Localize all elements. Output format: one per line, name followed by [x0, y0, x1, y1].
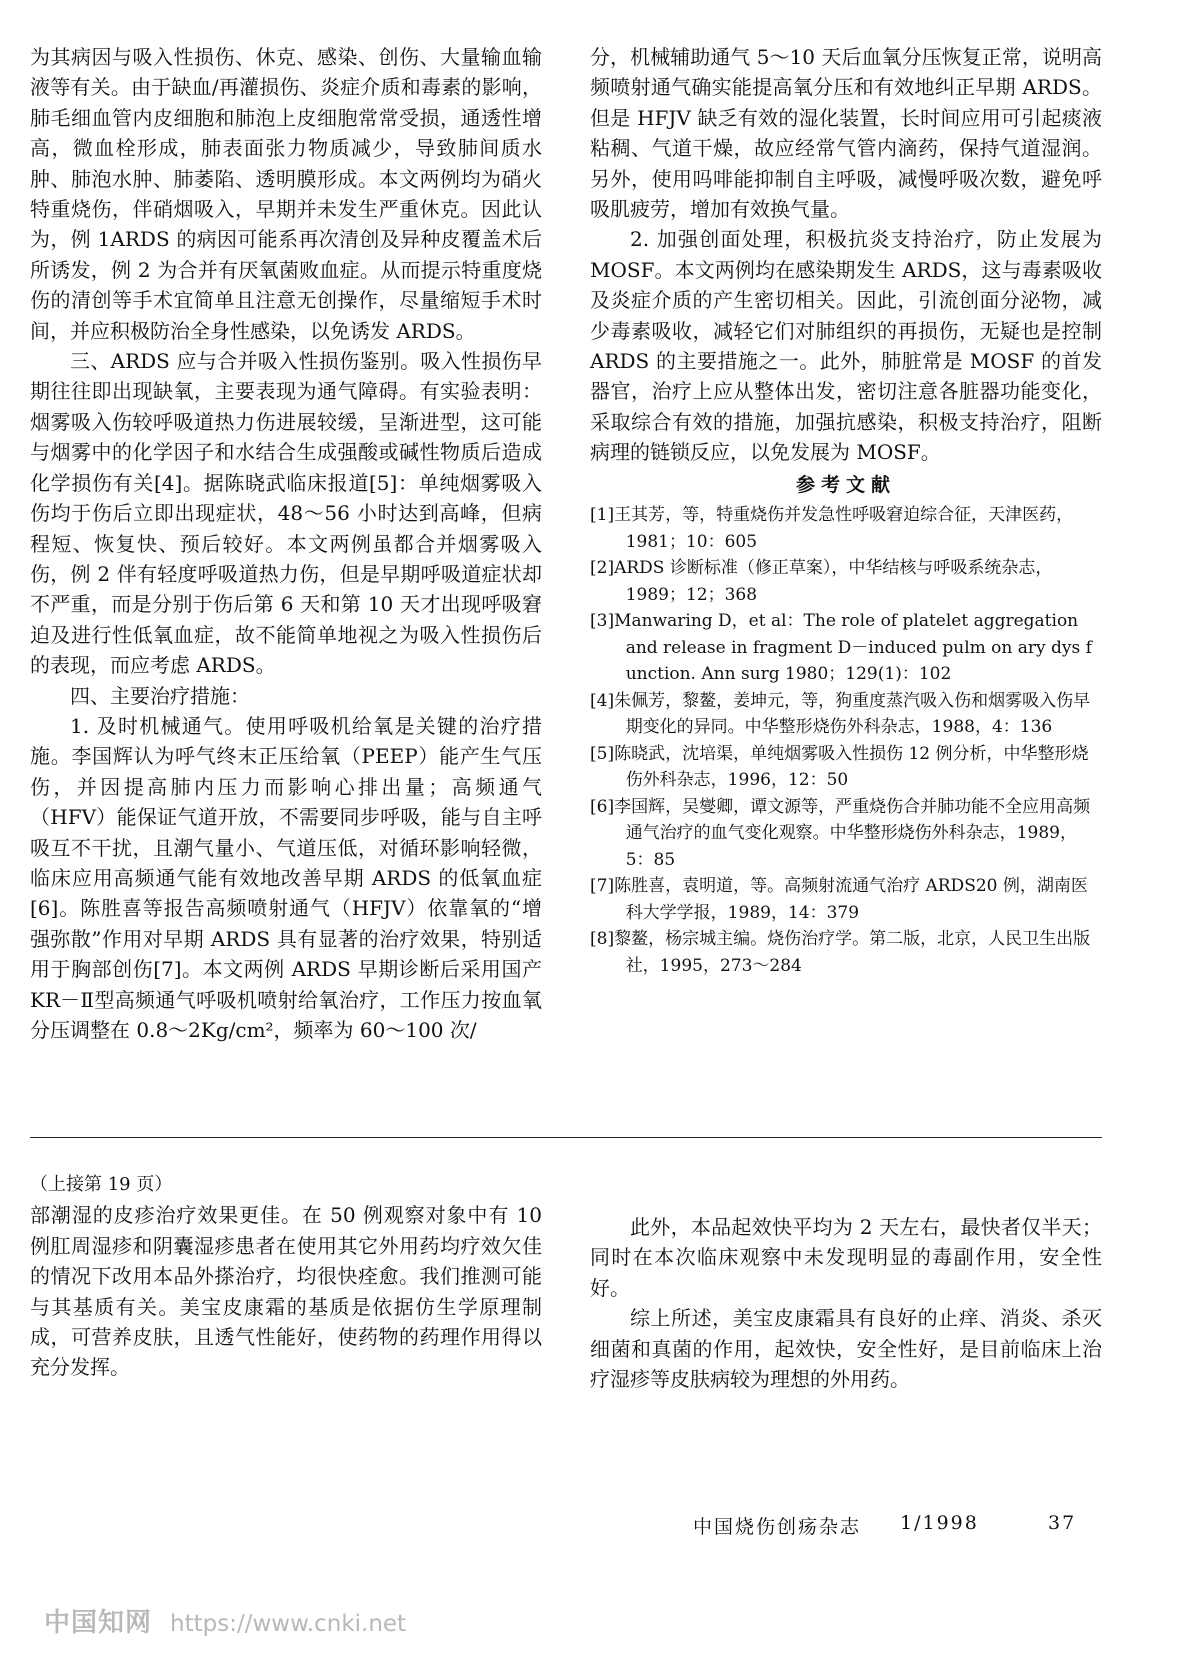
page-number: 37 [1048, 1512, 1077, 1534]
paragraph: 为其病因与吸入性损伤、休克、感染、创伤、大量输血输液等有关。由于缺血/再灌损伤、炎症介质和毒素的影响，肺毛细血管内皮细胞和肺泡上皮细胞常常受损，通透性增高，微血栓形成，肺表面张力物质减少，导致肺间质水肿、肺泡水肿、肺萎陷、透明膜形成。本文两例均为硝火特重烧伤，伴硝烟吸入，早期并未发生严重休克。因此认为，例 1ARDS 的病因可能系再次清创及异种皮覆盖术后所诱发，例 2 为合并有厌氧菌败血症。从而提示特重度烧伤的清创等手术宜简单且注意无创操作，尽量缩短手术时间，并应积极防治全身性感染，以免诱发 ARDS。 [30, 45, 542, 343]
references-title: 参考文献 [795, 473, 896, 496]
references-list [590, 502, 1102, 979]
reference-item: [6]李国辉，吴燮卿，谭文源等，严重烧伤合并肺功能不全应用高频通气治疗的血气变化观察。中华整形烧伤外科杂志，1989，5：85 [590, 796, 1091, 870]
column-bottom-left [30, 1170, 542, 1383]
column-bottom-right [590, 1212, 1102, 1394]
section-divider [30, 1137, 1102, 1138]
reference-item: [1]王其芳，等，特重烧伤并发急性呼吸窘迫综合征，天津医药，1981；10：605 [590, 505, 1074, 552]
paragraph: 1. 及时机械通气。使用呼吸机给氧是关键的治疗措施。李国辉认为呼气终末正压给氧（PEEP）能产生气压伤，并因提高肺内压力而影响心排出量；高频通气（HFV）能保证气道开放，不需要同步呼吸，能与自主呼吸互不干扰，且潮气量小、气道压低，对循环影响轻微，临床应用高频通气能有效地改善早期 ARDS 的低氧血症[6]。陈胜喜等报告高频喷射通气（HFJV）依靠氧的“增强弥散”作用对早期 ARDS 具有显著的治疗效果，特别适用于胸部创伤[7]。本文两例 ARDS 早期诊断后采用国产 KR－Ⅱ型高频通气呼吸机喷射给氧治疗，工作压力按血氧分压调整在 0.8～2Kg/cm²，频率为 60～100 次/ [30, 713, 542, 1042]
paragraph: 三、ARDS 应与合并吸入性损伤鉴别。吸入性损伤早期往往即出现缺氧，主要表现为通气障碍。有实验表明：烟雾吸入伤较呼吸道热力伤进展较缓，呈渐进型，这可能与烟雾中的化学因子和水结合生成强酸或碱性物质后造成化学损伤有关[4]。据陈晓武临床报道[5]：单纯烟雾吸入伤均于伤后立即出现症状，48～56 小时达到高峰，但病程短、恢复快、预后较好。本文两例虽都合并烟雾吸入伤，例 2 伴有轻度呼吸道热力伤，但是早期呼吸道症状却不严重，而是分别于伤后第 6 天和第 10 天才出现呼吸窘迫及进行性低氧血症，故不能简单地视之为吸入性损伤后的表现，而应考虑 ARDS。 [30, 349, 542, 678]
footer-journal-name: 中国烧伤创疡杂志 [693, 1516, 862, 1538]
reference-item: [3]Manwaring D，et al：The role of platelet aggregation and release in fragment D－induced pulm on ary dys f unction. Ann surg 1980；129(1)：102 [590, 611, 1092, 685]
reference-item: [8]黎鳌，杨宗城主编。烧伤治疗学。第二版，北京，人民卫生出版社，1995，273～284 [590, 929, 1091, 976]
paragraph: 部潮湿的皮疹治疗效果更佳。在 50 例观察对象中有 10 例肛周湿疹和阴囊湿疹患者在使用其它外用药均疗效欠佳的情况下改用本品外搽治疗，均很快痊愈。我们推测可能与其基质有关。美宝皮康霜的基质是依据仿生学原理制成，可营养皮肤，且透气性能好，使药物的药理作用得以充分发挥。 [30, 1203, 542, 1380]
watermark [44, 1602, 406, 1639]
continued-note: （上接第 19 页） [30, 1174, 173, 1195]
paragraph: 综上所述，美宝皮康霜具有良好的止痒、消炎、杀灭细菌和真菌的作用，起效快，安全性好，是目前临床上治疗湿疹等皮肤病较为理想的外用药。 [590, 1306, 1102, 1392]
watermark-url: https://www.cnki.net [170, 1611, 407, 1637]
paragraph: 2. 加强创面处理，积极抗炎支持治疗，防止发展为 MOSF。本文两例均在感染期发生 ARDS，这与毒素吸收及炎症介质的产生密切相关。因此，引流创面分泌物，减少毒素吸收，减轻它们对肺组织的再损伤，无疑也是控制 ARDS 的主要措施之一。此外，肺脏常是 MOSF 的首发器官，治疗上应从整体出发，密切注意各脏器功能变化，采取综合有效的措施，加强抗感染，积极支持治疗，阻断病理的链锁反应，以免发展为 MOSF。 [590, 227, 1102, 465]
watermark-brand: 中国知网 [44, 1608, 153, 1638]
reference-item: [5]陈晓武，沈培渠，单纯烟雾吸入性损伤 12 例分析，中华整形烧伤外科杂志，1996，12：50 [590, 743, 1089, 791]
reference-item: [4]朱佩芳，黎鳌，姜坤元，等，狗重度蒸汽吸入伤和烟雾吸入伤早期变化的异同。中华整形烧伤外科杂志，1988，4：136 [590, 690, 1091, 738]
section-heading: 四、主要治疗措施： [70, 683, 250, 708]
reference-item: [2]ARDS 诊断标准（修正草案），中华结核与呼吸系统杂志，1989；12；368 [590, 558, 1053, 605]
column-top-right [590, 42, 1102, 979]
reference-item: [7]陈胜喜，袁明道，等。高频射流通气治疗 ARDS20 例，湖南医科大学学报，1989，14：379 [590, 876, 1088, 923]
paragraph: 此外，本品起效快平均为 2 天左右，最快者仅半天；同时在本次临床观察中未发现明显的毒副作用，安全性好。 [590, 1215, 1102, 1300]
footer-issue: 1/1998 [900, 1512, 979, 1534]
column-top-left [30, 42, 542, 1045]
paragraph: 分，机械辅助通气 5～10 天后血氧分压恢复正常，说明高频喷射通气确实能提高氧分压和有效地纠正早期 ARDS。但是 HFJV 缺乏有效的湿化装置，长时间应用可引起痰液粘稠、气道干燥，故应经常气管内滴药，保持气道湿润。另外，使用吗啡能抑制自主呼吸，减慢呼吸次数，避免呼吸肌疲劳，增加有效换气量。 [590, 45, 1102, 222]
